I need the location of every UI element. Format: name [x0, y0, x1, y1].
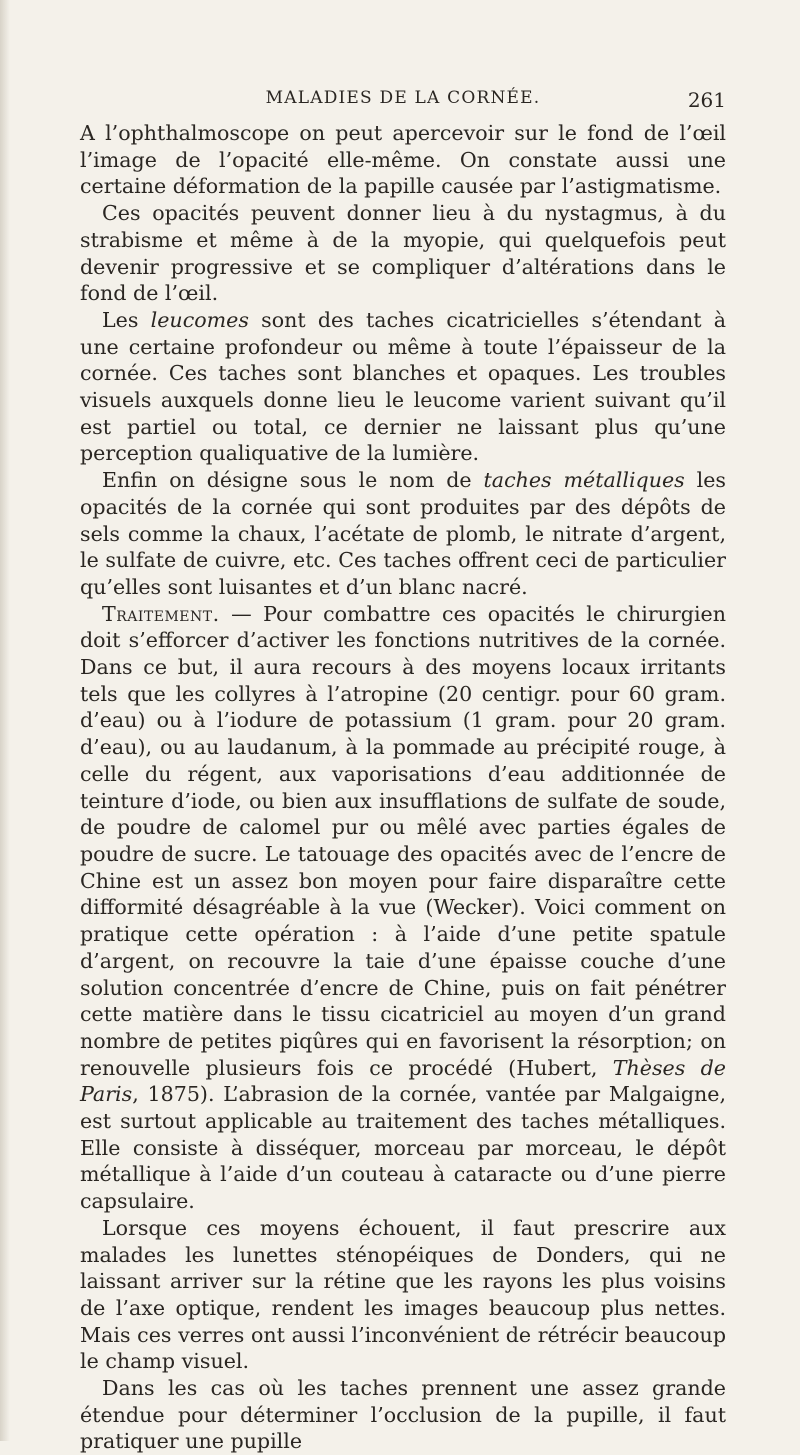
term-leucomes: leucomes [150, 307, 249, 332]
citation-theses-de-paris: Thèses de Paris [80, 1055, 726, 1107]
paragraph-1: A l’ophthalmoscope on peut apercevoir sur le fond de l’œil l’image de l’opacité elle-même. On constate aussi une certaine déformation de la papille causée par l’astigmatisme. [80, 121, 726, 199]
paragraph-4-start: Enfin on désigne sous le nom de [102, 468, 484, 493]
body-text [80, 120, 726, 1455]
paragraph-3 [80, 307, 726, 467]
paragraph-4-rest: les opacités de la cornée qui sont produites par des dépôts de sels comme la chaux, l’acétate de plomb, le nitrate d’argent, le sulfate de cuivre, etc. Ces taches offrent ceci de particulier qu’elles sont luisantes et d’un blanc nacré. [80, 468, 726, 599]
running-title: MALADIES DE LA CORNÉE. [265, 88, 541, 108]
section-heading-traitement: Traitement. [102, 601, 220, 626]
term-taches-metalliques: taches métalliques [483, 468, 685, 493]
paragraph-3-start: Les [102, 307, 151, 332]
paragraph-3-rest: sont des taches cicatricielles s’étendant à une certaine profondeur ou même à toute l’épaisseur de la cornée. Ces taches sont blanches et opaques. Les troubles visuels auxquels donne lieu le leucome varient suivant qu’il est partiel ou total, ce dernier ne laissant plus qu’une perception qualiquative de la lumière. [80, 307, 726, 466]
paragraph-6: Lorsque ces moyens échouent, il faut prescrire aux malades les lunettes sténopéiques de Donders, qui ne laissant arriver sur la rétine que les rayons les plus voisins de l’axe optique, rendent les images beaucoup plus nettes. Mais ces verres ont aussi l’inconvénient de rétrécir beaucoup le champ visuel. [80, 1215, 726, 1374]
paragraph-2: Ces opacités peuvent donner lieu à du nystagmus, à du strabisme et même à de la myopie, qui quelquefois peut devenir progressive et se compliquer d’altérations dans le fond de l’œil. [80, 201, 726, 306]
paragraph-traitement-part-b: , 1875). L’abrasion de la cornée, vantée par Malgaigne, est surtout applicable au traitement des taches métalliques. Elle consiste à disséquer, morceau par morceau, le dépôt métallique à l’aide d’un couteau à cataracte ou d’une pierre capsulaire. [80, 1082, 726, 1214]
page-header [80, 88, 726, 116]
paragraph-traitement-part-a: — Pour combattre ces opacités le chirurgien doit s’efforcer d’activer les fonctions nutritives de la cornée. Dans ce but, il aura recours à des moyens locaux irritants tels que les collyres à l’atropine (20 centigr. pour 60 gram. d’eau) ou à l’iodure de potassium (1 gram. pour 20 gram. d’eau), ou au laudanum, à la pommade au précipité rouge, à celle du régent, aux vaporisations d’eau additionnée de teinture d’iode, ou bien aux insufflations de sulfate de soude, de poudre de calomel pur ou mêlé avec parties égales de poudre de sucre. Le tatouage des opacités avec de l’encre de Chine est un assez bon moyen pour faire disparaître cette difformité désagréable à la vue (Wecker). Voici comment on pratique cette opération : à l’aide d’une petite spatule d’argent, on recouvre la taie d’une épaisse couche d’une solution concentrée d’encre de Chine, puis on fait pénétrer cette matière dans le tissu cicatriciel au moyen d’un grand nombre de petites piqûres qui en favorisent la résorption; on renouvelle plusieurs fois ce procédé (Hubert, [80, 601, 726, 1080]
page-number: 261 [687, 88, 726, 112]
paragraph-7: Dans les cas où les taches prennent une assez grande étendue pour déterminer l’occlusion de la pupille, il faut pratiquer une pupille [80, 1376, 726, 1454]
page-left-edge [0, 0, 10, 1441]
paragraph-4 [80, 467, 726, 601]
paragraph-traitement [80, 601, 726, 1215]
